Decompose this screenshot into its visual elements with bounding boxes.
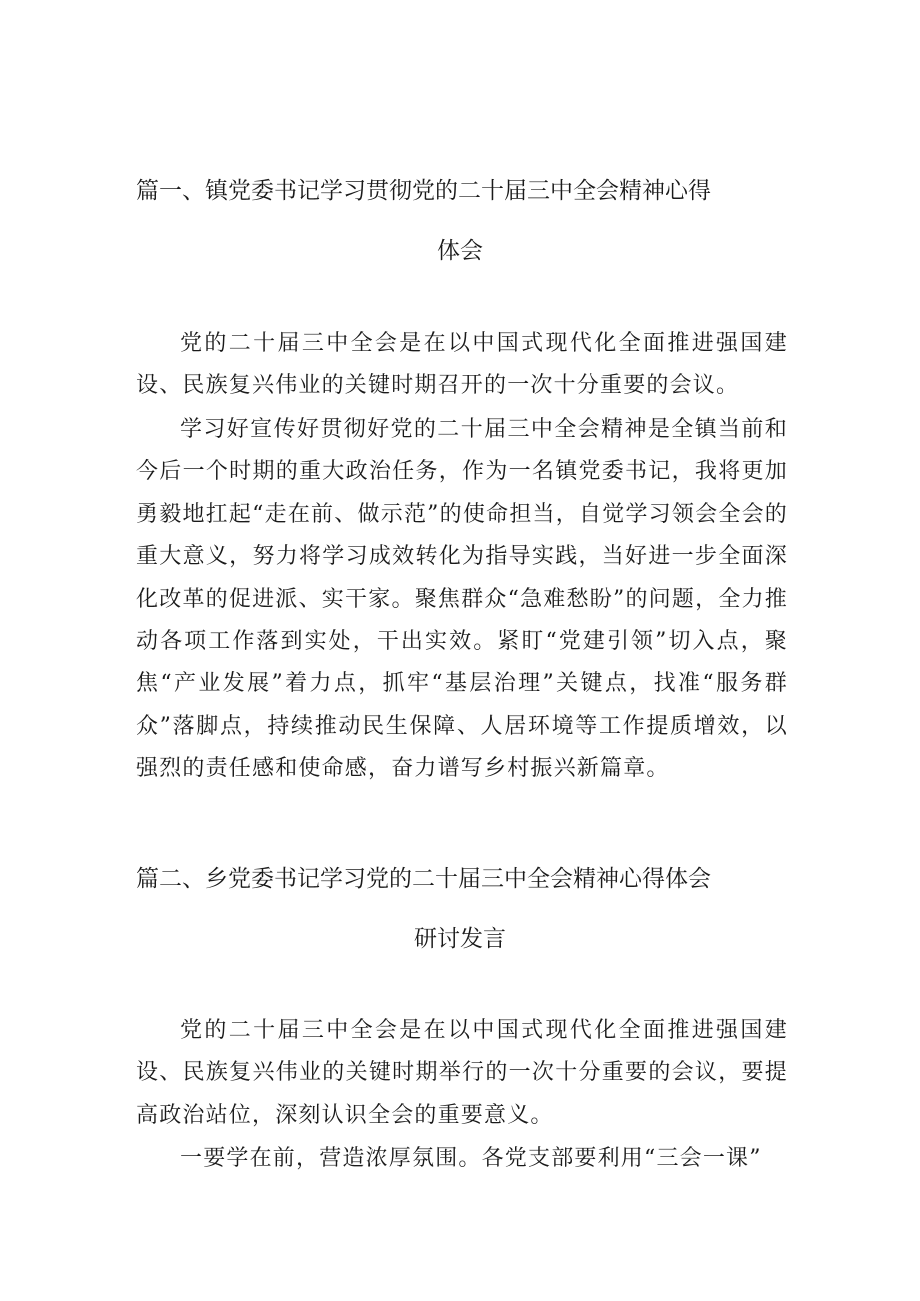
section-2-paragraph-1: 党的二十届三中全会是在以中国式现代化全面推进强国建设、民族复兴伟业的关键时期举行的一次十分重要的会议，要提高政治站位，深刻认识全会的重要意义。 — [136, 1018, 788, 1128]
section-2-title-continued: 研讨发言 — [414, 926, 506, 952]
section-2-title: 篇二、乡党委书记学习党的二十届三中全会精神心得体会 — [136, 866, 711, 892]
section-1-title-continued: 体会 — [437, 238, 483, 264]
section-1-paragraph-1: 党的二十届三中全会是在以中国式现代化全面推进强国建设、民族复兴伟业的关键时期召开的一次十分重要的会议。 — [136, 331, 788, 399]
section-1-paragraph-2: 学习好宣传好贯彻好党的二十届三中全会精神是全镇当前和今后一个时期的重大政治任务，作为一名镇党委书记，我将更加勇毅地扛起“走在前、做示范”的使命担当，自觉学习领会全会的重大意义，努力将学习成效转化为指导实践，当好进一步全面深化改革的促进派、实干家。聚焦群众“急难愁盼”的问题，全力推动各项工作落到实处，干出实效。紧盯“党建引领”切入点，聚焦“产业发展”着力点，抓牢“基层治理”关键点，找准“服务群众”落脚点，持续推动民生保障、人居环境等工作提质增效，以强烈的责任感和使命感，奋力谱写乡村振兴新篇章。 — [136, 417, 788, 782]
section-1-title: 篇一、镇党委书记学习贯彻党的二十届三中全会精神心得 — [136, 178, 711, 204]
section-2-paragraph-2: 一要学在前，营造浓厚氛围。各党支部要利用“三会一课” — [180, 1146, 762, 1171]
